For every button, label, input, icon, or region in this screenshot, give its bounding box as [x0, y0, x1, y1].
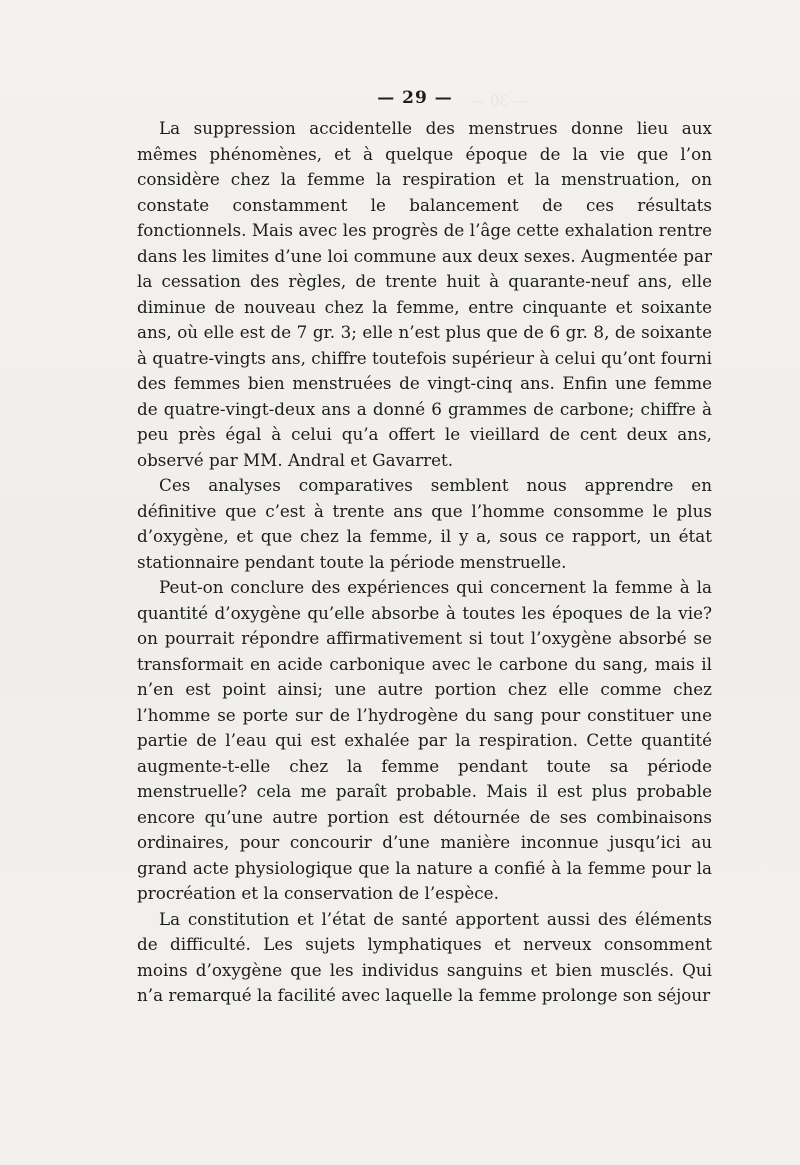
- paragraph-1: La suppression accidentelle des menstrues donne lieu aux mêmes phénomènes, et à quelque époque de la vie que l’on considère chez la femme la respiration et la menstruation, on constate constamment le balancement de ces résultats fonctionnels. Mais avec les progrès de l’âge cette exhalation rentre dans les limites d’une loi commune aux deux sexes. Augmentée par la cessation des règles, de trente huit à quarante-neuf ans, elle diminue de nouveau chez la femme, entre cinquante et soixante ans, où elle est de 7 gr. 3; elle n’est plus que de 6 gr. 8, de soixante à quatre-vingts ans, chiffre toutefois supérieur à celui qu’ont fourni des femmes bien menstruées de vingt-cinq ans. Enfin une femme de quatre-vingt-deux ans a donné 6 grammes de carbone; chiffre à peu près égal à celui qu’a offert le vieillard de cent deux ans, observé par MM. Andral et Gavarret.: [137, 118, 712, 470]
- body-text: [137, 116, 712, 1009]
- paragraph-2: Ces analyses comparatives semblent nous apprendre en définitive que c’est à trente ans que l’homme consomme le plus d’oxygène, et que chez la femme, il y a, sous ce rapport, un état stationnaire pendant toute la période menstruelle.: [137, 475, 712, 572]
- page-number: — 29 —: [377, 88, 453, 108]
- paragraph-3: Peut-on conclure des expériences qui concernent la femme à la quantité d’oxygène qu’elle absorbe à toutes les époques de la vie? on pourrait répondre affirmativement si tout l’oxygène absorbé se transformait en acide carbonique avec le carbone du sang, mais il n’en est point ainsi; une autre portion chez elle comme chez l’homme se porte sur de l’hydrogène du sang pour constituer une partie de l’eau qui est exhalée par la respiration. Cette quantité augmente-t-elle chez la femme pendant toute sa période menstruelle? cela me paraît probable. Mais il est plus probable encore qu’une autre portion est détournée de ses combinaisons ordinaires, pour concourir d’une manière inconnue jusqu’ici au grand acte physiologique que la nature a confié à la femme pour la procréation et la conservation de l’espèce.: [137, 577, 712, 903]
- show-through-mark: — 30 —: [470, 92, 529, 110]
- paragraph-4: La constitution et l’état de santé apportent aussi des éléments de difficulté. Les sujets lymphatiques et nerveux consomment moins d’oxygène que les individus sanguins et bien musclés. Qui n’a remarqué la facilité avec laquelle la femme prolonge son séjour: [137, 908, 712, 1005]
